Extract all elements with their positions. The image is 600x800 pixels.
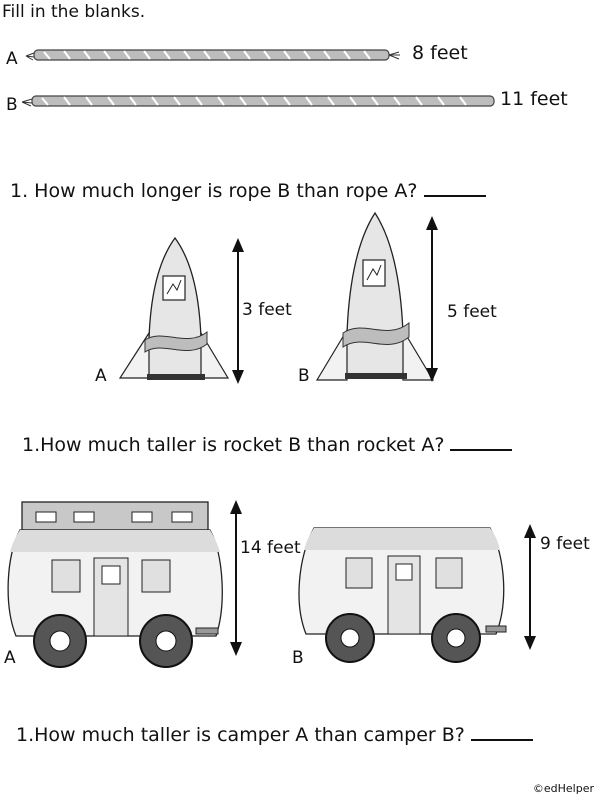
rope-a-illustration	[24, 44, 404, 64]
rocket-b-illustration	[315, 205, 435, 385]
camper-a-height: 14 feet	[240, 538, 301, 558]
rope-b-label: B	[6, 95, 18, 115]
answer-blank-3	[471, 738, 533, 741]
rocket-a-label: A	[95, 366, 107, 386]
camper-a-label: A	[4, 648, 16, 668]
question-2	[22, 436, 512, 455]
question-2-text: 1.How much taller is rocket B than rocket A?	[22, 434, 445, 456]
rope-b-illustration	[20, 90, 500, 110]
rope-a-length: 8 feet	[412, 42, 468, 64]
camper-b-height-arrow	[520, 522, 540, 652]
rocket-b-height: 5 feet	[447, 302, 497, 322]
rope-b-length: 11 feet	[500, 88, 568, 110]
instruction-text: Fill in the blanks.	[2, 2, 146, 22]
question-3	[16, 726, 533, 745]
rocket-a-illustration	[115, 228, 235, 388]
camper-b-label: B	[292, 648, 304, 668]
rocket-a-height: 3 feet	[242, 300, 292, 320]
camper-a-illustration	[2, 496, 232, 671]
rocket-b-height-arrow	[422, 214, 442, 384]
question-1	[10, 182, 486, 201]
camper-b-illustration	[290, 522, 520, 667]
answer-blank-2	[450, 448, 512, 451]
copyright-notice: ©edHelper	[532, 782, 594, 795]
question-3-text: 1.How much taller is camper A than camper B?	[16, 724, 465, 746]
answer-blank-1	[424, 194, 486, 197]
camper-b-height: 9 feet	[540, 534, 590, 554]
rope-a-label: A	[6, 49, 18, 69]
camper-a-height-arrow	[226, 498, 246, 658]
rocket-b-label: B	[298, 366, 310, 386]
question-1-text: 1. How much longer is rope B than rope A?	[10, 180, 418, 202]
